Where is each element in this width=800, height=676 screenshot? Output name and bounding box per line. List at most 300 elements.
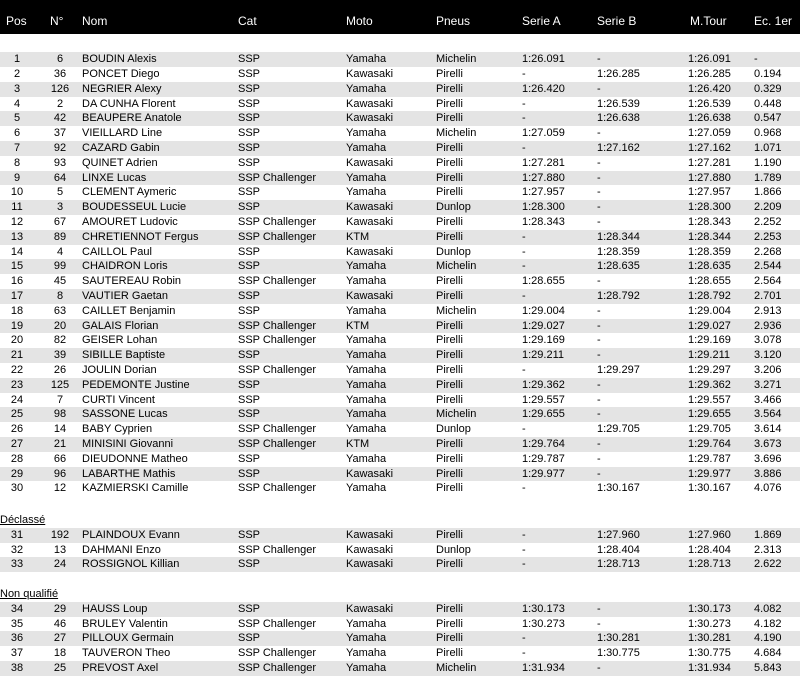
- category-cell: SSP: [238, 290, 261, 302]
- number-cell: 63: [53, 304, 67, 317]
- number-cell: 3: [56, 201, 64, 214]
- number-cell: 37: [53, 127, 67, 140]
- serie-b-cell: -: [597, 452, 601, 465]
- bike-cell: Yamaha: [346, 393, 387, 406]
- serie-b-cell: 1:27.162: [597, 142, 640, 154]
- best-lap-cell: 1:28.404: [688, 543, 731, 556]
- name-cell: CAILLOL Paul: [82, 245, 152, 258]
- name-cell: SIBILLE Baptiste: [82, 349, 166, 362]
- serie-b-cell: -: [597, 156, 601, 169]
- serie-b-cell: 1:30.775: [597, 647, 640, 660]
- category-cell: SSP Challenger: [238, 438, 317, 450]
- gap-cell: 1.190: [754, 156, 782, 169]
- category-cell: SSP: [238, 82, 261, 95]
- name-cell: LINXE Lucas: [82, 171, 147, 184]
- bike-cell: Yamaha: [346, 364, 387, 376]
- gap-cell: 3.120: [754, 349, 782, 362]
- best-lap-cell: 1:29.977: [688, 467, 731, 480]
- pos-cell: 4: [13, 97, 21, 110]
- bike-cell: Yamaha: [346, 632, 387, 645]
- number-cell: 2: [56, 97, 64, 110]
- gap-cell: 1.789: [754, 171, 782, 184]
- gap-cell: 0.968: [754, 127, 782, 140]
- table-row: [0, 215, 800, 230]
- category-cell: SSP: [238, 452, 261, 465]
- category-cell: SSP Challenger: [238, 662, 317, 674]
- pos-cell: 17: [10, 290, 24, 302]
- gap-cell: 2.253: [754, 230, 782, 243]
- pos-cell: 33: [10, 558, 24, 571]
- pos-cell: 35: [10, 617, 24, 630]
- bike-cell: Yamaha: [346, 304, 387, 317]
- number-cell: 89: [53, 230, 67, 243]
- pos-cell: 14: [10, 245, 24, 258]
- header-pos: Pos: [6, 14, 27, 28]
- name-cell: BRULEY Valentin: [82, 617, 168, 630]
- category-cell: SSP: [238, 632, 261, 645]
- tyres-cell: Pirelli: [436, 97, 463, 110]
- serie-a-cell: -: [522, 647, 526, 660]
- gap-cell: 4.182: [754, 617, 782, 630]
- header-best-lap: M.Tour: [690, 14, 727, 28]
- serie-b-cell: 1:30.281: [597, 632, 640, 645]
- header-bike: Moto: [346, 14, 373, 28]
- best-lap-cell: 1:27.880: [688, 171, 731, 184]
- pos-cell: 20: [10, 334, 24, 347]
- name-cell: CHAIDRON Loris: [82, 260, 168, 273]
- best-lap-cell: 1:30.775: [688, 647, 731, 660]
- header-tyres: Pneus: [436, 14, 471, 28]
- bike-cell: Yamaha: [346, 378, 387, 391]
- name-cell: MINISINI Giovanni: [82, 438, 174, 450]
- serie-b-cell: -: [597, 171, 601, 184]
- category-cell: SSP Challenger: [238, 216, 317, 228]
- name-cell: QUINET Adrien: [82, 156, 158, 169]
- name-cell: SAUTEREAU Robin: [82, 275, 182, 288]
- gap-cell: 0.329: [754, 82, 782, 95]
- table-row: [0, 67, 800, 82]
- serie-a-cell: -: [522, 142, 526, 154]
- number-cell: 45: [53, 275, 67, 288]
- tyres-cell: Pirelli: [436, 142, 463, 154]
- gap-cell: 4.076: [754, 482, 782, 495]
- gap-cell: 3.466: [754, 393, 782, 406]
- pos-cell: 27: [10, 438, 24, 450]
- number-cell: 18: [53, 647, 67, 660]
- serie-b-cell: -: [597, 201, 601, 214]
- name-cell: DA CUNHA Florent: [82, 97, 176, 110]
- number-cell: 46: [53, 617, 67, 630]
- name-cell: BOUDESSEUL Lucie: [82, 201, 187, 214]
- table-row: [0, 245, 800, 260]
- gap-cell: 5.843: [754, 662, 782, 674]
- table-row: [0, 111, 800, 126]
- serie-b-cell: -: [597, 378, 601, 391]
- bike-cell: KTM: [346, 230, 370, 243]
- bike-cell: Kawasaki: [346, 290, 394, 302]
- category-cell: SSP Challenger: [238, 334, 317, 347]
- pos-cell: 31: [10, 528, 24, 541]
- gap-cell: 2.544: [754, 260, 782, 273]
- name-cell: PLAINDOUX Evann: [82, 528, 180, 541]
- table-row: [0, 333, 800, 348]
- gap-cell: 1.071: [754, 142, 782, 154]
- table-row: [0, 378, 800, 393]
- name-cell: BOUDIN Alexis: [82, 53, 157, 66]
- serie-a-cell: -: [522, 423, 526, 436]
- table-row: [0, 289, 800, 304]
- number-cell: 26: [53, 364, 67, 376]
- gap-cell: 0.448: [754, 97, 782, 110]
- table-row: [0, 171, 800, 186]
- serie-a-cell: -: [522, 632, 526, 645]
- serie-a-cell: 1:30.173: [522, 602, 565, 615]
- name-cell: CAZARD Gabin: [82, 142, 160, 154]
- name-cell: VAUTIER Gaetan: [82, 290, 168, 302]
- header-name: Nom: [82, 14, 108, 28]
- category-cell: SSP Challenger: [238, 617, 317, 630]
- pos-cell: 8: [13, 156, 21, 169]
- tyres-cell: Pirelli: [436, 290, 463, 302]
- serie-b-cell: -: [597, 186, 601, 199]
- tyres-cell: Pirelli: [436, 319, 463, 332]
- best-lap-cell: 1:28.359: [688, 245, 731, 258]
- serie-a-cell: 1:27.957: [522, 186, 565, 199]
- number-cell: 6: [56, 53, 64, 66]
- name-cell: ROSSIGNOL Killian: [82, 558, 180, 571]
- serie-a-cell: -: [522, 290, 526, 302]
- table-row: [0, 304, 800, 319]
- serie-a-cell: -: [522, 543, 526, 556]
- name-cell: GALAIS Florian: [82, 319, 159, 332]
- bike-cell: Yamaha: [346, 275, 387, 288]
- table-row: [0, 319, 800, 334]
- serie-a-cell: 1:29.787: [522, 452, 565, 465]
- bike-cell: Kawasaki: [346, 112, 394, 125]
- serie-b-cell: 1:27.960: [597, 528, 640, 541]
- pos-cell: 15: [10, 260, 24, 273]
- tyres-cell: Dunlop: [436, 423, 471, 436]
- pos-cell: 9: [13, 171, 21, 184]
- number-cell: 192: [50, 528, 70, 541]
- bike-cell: Kawasaki: [346, 467, 394, 480]
- header-serie-b: Serie B: [597, 14, 637, 28]
- pos-cell: 12: [10, 216, 24, 228]
- number-cell: 20: [53, 319, 67, 332]
- name-cell: GEISER Lohan: [82, 334, 158, 347]
- best-lap-cell: 1:26.091: [688, 53, 731, 66]
- gap-cell: 2.913: [754, 304, 782, 317]
- best-lap-cell: 1:27.281: [688, 156, 731, 169]
- name-cell: CAILLET Benjamin: [82, 304, 176, 317]
- serie-a-cell: 1:29.977: [522, 467, 565, 480]
- serie-b-cell: -: [597, 393, 601, 406]
- tyres-cell: Pirelli: [436, 349, 463, 362]
- table-row: [0, 467, 800, 482]
- serie-b-cell: 1:26.539: [597, 97, 640, 110]
- bike-cell: KTM: [346, 438, 370, 450]
- serie-b-cell: -: [597, 408, 601, 421]
- serie-a-cell: 1:29.655: [522, 408, 565, 421]
- bike-cell: Kawasaki: [346, 68, 394, 80]
- tyres-cell: Michelin: [436, 127, 477, 140]
- category-cell: SSP Challenger: [238, 647, 317, 660]
- tyres-cell: Michelin: [436, 53, 477, 66]
- category-cell: SSP: [238, 602, 261, 615]
- serie-a-cell: -: [522, 230, 526, 243]
- pos-cell: 32: [10, 543, 24, 556]
- number-cell: 4: [56, 245, 64, 258]
- serie-a-cell: 1:27.880: [522, 171, 565, 184]
- best-lap-cell: 1:27.059: [688, 127, 731, 140]
- number-cell: 36: [53, 68, 67, 80]
- serie-a-cell: 1:29.211: [522, 349, 565, 362]
- bike-cell: Yamaha: [346, 142, 387, 154]
- section-title: Déclassé: [0, 514, 46, 526]
- name-cell: PONCET Diego: [82, 68, 160, 80]
- best-lap-cell: 1:28.792: [688, 290, 731, 302]
- pos-cell: 2: [13, 68, 21, 80]
- section-title: Non qualifié: [0, 588, 59, 600]
- table-row: [0, 230, 800, 245]
- bike-cell: Yamaha: [346, 423, 387, 436]
- tyres-cell: Pirelli: [436, 438, 463, 450]
- table-row: [0, 185, 800, 200]
- name-cell: AMOURET Ludovic: [82, 216, 178, 228]
- category-cell: SSP: [238, 53, 261, 66]
- number-cell: 96: [53, 467, 67, 480]
- name-cell: VIEILLARD Line: [82, 127, 163, 140]
- serie-a-cell: -: [522, 260, 526, 273]
- number-cell: 39: [53, 349, 67, 362]
- gap-cell: 2.701: [754, 290, 782, 302]
- category-cell: SSP Challenger: [238, 364, 317, 376]
- tyres-cell: Pirelli: [436, 602, 463, 615]
- bike-cell: Kawasaki: [346, 245, 394, 258]
- number-cell: 12: [53, 482, 67, 495]
- name-cell: KAZMIERSKI Camille: [82, 482, 189, 495]
- pos-cell: 7: [13, 142, 21, 154]
- category-cell: SSP: [238, 68, 261, 80]
- table-row: [0, 82, 800, 97]
- tyres-cell: Pirelli: [436, 230, 463, 243]
- name-cell: PREVOST Axel: [82, 662, 159, 674]
- bike-cell: Yamaha: [346, 349, 387, 362]
- serie-a-cell: -: [522, 482, 526, 495]
- tyres-cell: Pirelli: [436, 82, 463, 95]
- best-lap-cell: 1:29.362: [688, 378, 731, 391]
- tyres-cell: Pirelli: [436, 112, 463, 125]
- gap-cell: 4.190: [754, 632, 782, 645]
- pos-cell: 24: [10, 393, 24, 406]
- table-row: [0, 661, 800, 676]
- gap-cell: 3.614: [754, 423, 782, 436]
- category-cell: SSP Challenger: [238, 423, 317, 436]
- tyres-cell: Pirelli: [436, 171, 463, 184]
- category-cell: SSP: [238, 260, 261, 273]
- bike-cell: Yamaha: [346, 662, 387, 674]
- bike-cell: KTM: [346, 319, 370, 332]
- tyres-cell: Michelin: [436, 408, 477, 421]
- category-cell: SSP: [238, 142, 261, 154]
- name-cell: PEDEMONTE Justine: [82, 378, 190, 391]
- gap-cell: 3.673: [754, 438, 782, 450]
- serie-a-cell: 1:28.655: [522, 275, 565, 288]
- bike-cell: Yamaha: [346, 260, 387, 273]
- tyres-cell: Pirelli: [436, 216, 463, 228]
- best-lap-cell: 1:27.957: [688, 186, 731, 199]
- serie-a-cell: 1:29.557: [522, 393, 565, 406]
- tyres-cell: Pirelli: [436, 68, 463, 80]
- category-cell: SSP: [238, 245, 261, 258]
- tyres-cell: Dunlop: [436, 201, 471, 214]
- name-cell: BEAUPERE Anatole: [82, 112, 182, 125]
- serie-a-cell: 1:31.934: [522, 662, 565, 674]
- serie-a-cell: 1:27.059: [522, 127, 565, 140]
- serie-a-cell: 1:29.004: [522, 304, 565, 317]
- category-cell: SSP: [238, 408, 261, 421]
- best-lap-cell: 1:28.655: [688, 275, 731, 288]
- table-row: [0, 422, 800, 437]
- gap-cell: 3.078: [754, 334, 782, 347]
- pos-cell: 16: [10, 275, 24, 288]
- pos-cell: 13: [10, 230, 24, 243]
- number-cell: 25: [53, 662, 67, 674]
- best-lap-cell: 1:27.162: [688, 142, 731, 154]
- table-row: [0, 363, 800, 378]
- serie-a-cell: 1:26.420: [522, 82, 565, 95]
- pos-cell: 11: [11, 201, 23, 214]
- serie-a-cell: -: [522, 97, 526, 110]
- category-cell: SSP: [238, 201, 261, 214]
- number-cell: 93: [53, 156, 67, 169]
- gap-cell: 1.866: [754, 186, 782, 199]
- serie-a-cell: 1:29.362: [522, 378, 565, 391]
- serie-a-cell: 1:29.169: [522, 334, 565, 347]
- serie-b-cell: 1:28.713: [597, 558, 640, 571]
- pos-cell: 19: [10, 319, 24, 332]
- bike-cell: Yamaha: [346, 82, 387, 95]
- table-row: [0, 141, 800, 156]
- number-cell: 126: [50, 82, 70, 95]
- name-cell: BABY Cyprien: [82, 423, 153, 436]
- gap-cell: 2.209: [754, 201, 782, 214]
- tyres-cell: Pirelli: [436, 452, 463, 465]
- best-lap-cell: 1:29.211: [688, 349, 731, 362]
- name-cell: DIEUDONNE Matheo: [82, 452, 188, 465]
- pos-cell: 30: [10, 482, 24, 495]
- gap-cell: 2.268: [754, 245, 782, 258]
- best-lap-cell: 1:28.343: [688, 216, 731, 228]
- table-row: [0, 156, 800, 171]
- tyres-cell: Pirelli: [436, 558, 463, 571]
- category-cell: SSP: [238, 127, 261, 140]
- serie-b-cell: 1:26.638: [597, 112, 640, 125]
- serie-b-cell: 1:28.635: [597, 260, 640, 273]
- number-cell: 67: [53, 216, 67, 228]
- pos-cell: 26: [10, 423, 24, 436]
- pos-cell: 34: [10, 602, 24, 615]
- best-lap-cell: 1:28.344: [688, 230, 731, 243]
- pos-cell: 10: [10, 186, 24, 199]
- pos-cell: 23: [10, 378, 24, 391]
- category-cell: SSP Challenger: [238, 230, 317, 243]
- name-cell: JOULIN Dorian: [82, 364, 157, 376]
- gap-cell: 2.936: [754, 319, 782, 332]
- serie-b-cell: -: [597, 602, 601, 615]
- pos-cell: 18: [10, 304, 24, 317]
- category-cell: SSP: [238, 558, 261, 571]
- category-cell: SSP: [238, 393, 261, 406]
- bike-cell: Kawasaki: [346, 97, 394, 110]
- bike-cell: Yamaha: [346, 408, 387, 421]
- serie-a-cell: -: [522, 112, 526, 125]
- best-lap-cell: 1:28.713: [688, 558, 731, 571]
- tyres-cell: Pirelli: [436, 632, 463, 645]
- best-lap-cell: 1:27.960: [688, 528, 731, 541]
- bike-cell: Yamaha: [346, 334, 387, 347]
- table-row: [0, 557, 800, 572]
- number-cell: 5: [56, 186, 64, 199]
- best-lap-cell: 1:26.285: [688, 68, 731, 80]
- gap-cell: 3.886: [754, 467, 782, 480]
- serie-b-cell: -: [597, 349, 601, 362]
- table-row: [0, 126, 800, 141]
- category-cell: SSP: [238, 186, 261, 199]
- tyres-cell: Pirelli: [436, 156, 463, 169]
- name-cell: LABARTHE Mathis: [82, 467, 176, 480]
- gap-cell: 0.547: [754, 112, 782, 125]
- number-cell: 29: [53, 602, 67, 615]
- bike-cell: Kawasaki: [346, 558, 394, 571]
- best-lap-cell: 1:29.764: [688, 438, 731, 450]
- tyres-cell: Michelin: [436, 662, 477, 674]
- table-row: [0, 631, 800, 646]
- table-row: [0, 452, 800, 467]
- pos-cell: 37: [10, 647, 24, 660]
- tyres-cell: Pirelli: [436, 364, 463, 376]
- best-lap-cell: 1:29.004: [688, 304, 731, 317]
- best-lap-cell: 1:26.638: [688, 112, 731, 125]
- serie-b-cell: -: [597, 53, 601, 66]
- tyres-cell: Dunlop: [436, 543, 471, 556]
- number-cell: 42: [53, 112, 67, 125]
- best-lap-cell: 1:30.281: [688, 632, 731, 645]
- tyres-cell: Dunlop: [436, 245, 471, 258]
- name-cell: SASSONE Lucas: [82, 408, 168, 421]
- gap-cell: 2.622: [754, 558, 782, 571]
- bike-cell: Yamaha: [346, 171, 387, 184]
- serie-b-cell: 1:26.285: [597, 68, 640, 80]
- gap-cell: 0.194: [754, 68, 782, 80]
- pos-cell: 22: [10, 364, 24, 376]
- pos-cell: 38: [10, 662, 24, 674]
- serie-b-cell: -: [597, 438, 601, 450]
- tyres-cell: Pirelli: [436, 528, 463, 541]
- gap-cell: 2.313: [754, 543, 782, 556]
- serie-a-cell: -: [522, 528, 526, 541]
- gap-cell: 4.684: [754, 647, 782, 660]
- serie-b-cell: 1:28.344: [597, 230, 640, 243]
- serie-b-cell: -: [597, 319, 601, 332]
- name-cell: PILLOUX Germain: [82, 632, 174, 645]
- serie-b-cell: -: [597, 82, 601, 95]
- tyres-cell: Pirelli: [436, 378, 463, 391]
- serie-b-cell: -: [597, 304, 601, 317]
- serie-a-cell: 1:27.281: [522, 156, 565, 169]
- tyres-cell: Pirelli: [436, 275, 463, 288]
- bike-cell: Yamaha: [346, 186, 387, 199]
